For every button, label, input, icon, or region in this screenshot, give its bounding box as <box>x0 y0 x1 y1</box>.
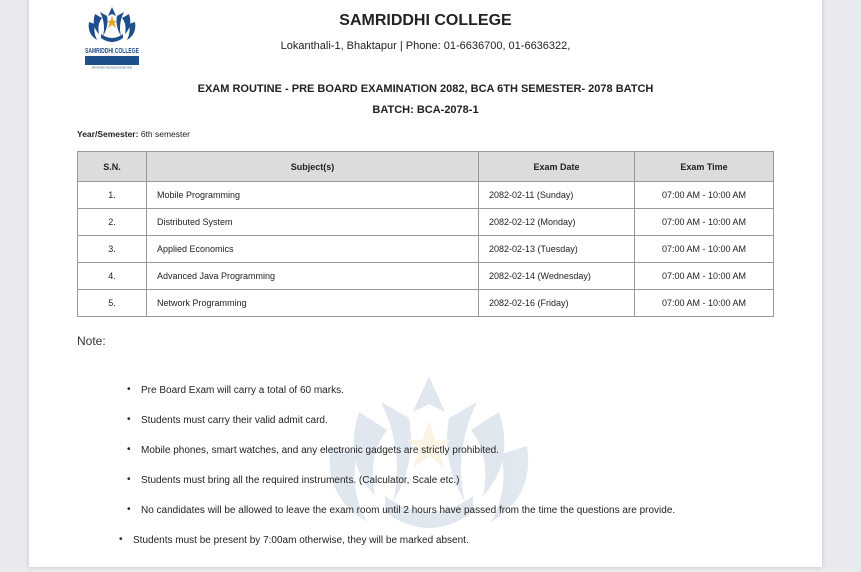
note-item: • Students must carry their valid admit card. <box>127 415 675 445</box>
cell-subject: Mobile Programming <box>147 182 479 209</box>
cell-sn: 1. <box>78 182 147 209</box>
cell-time: 07:00 AM - 10:00 AM <box>635 209 774 236</box>
note-item: • Students must be present by 7:00am otherwise, they will be marked absent. <box>119 535 675 565</box>
note-label: Note: <box>77 334 106 348</box>
cell-date: 2082-02-12 (Monday) <box>479 209 635 236</box>
column-header-time: Exam Time <box>635 152 774 182</box>
notes-list <box>127 385 675 565</box>
cell-subject: Network Programming <box>147 290 479 317</box>
exam-title: EXAM ROUTINE - PRE BOARD EXAMINATION 2082, BCA 6TH SEMESTER- 2078 BATCH <box>197 83 654 95</box>
column-header-date: Exam Date <box>479 152 635 182</box>
exam-routine-table <box>77 151 774 317</box>
college-address: Lokanthali-1, Bhaktapur | Phone: 01-6636700, 01-6636322, <box>280 40 571 52</box>
note-item: • Mobile phones, smart watches, and any electronic gadgets are strictly prohibited. <box>127 445 675 475</box>
note-item: • No candidates will be allowed to leave the exam room until 2 hours have passed from the time the questions are provide. <box>127 505 675 535</box>
cell-subject: Advanced Java Programming <box>147 263 479 290</box>
table-row <box>78 236 774 263</box>
logo-tagline: ARCHIVING KNOWLEDGE BEYOND <box>91 66 133 70</box>
logo-text: SAMRIDDHI COLLEGE <box>85 46 140 55</box>
year-semester-label: Year/Semester: <box>77 129 139 139</box>
cell-subject: Distributed System <box>147 209 479 236</box>
cell-time: 07:00 AM - 10:00 AM <box>635 182 774 209</box>
cell-sn: 4. <box>78 263 147 290</box>
note-item: • Pre Board Exam will carry a total of 60 marks. <box>127 385 675 415</box>
cell-sn: 2. <box>78 209 147 236</box>
table-row <box>78 263 774 290</box>
cell-time: 07:00 AM - 10:00 AM <box>635 236 774 263</box>
cell-subject: Applied Economics <box>147 236 479 263</box>
table-row <box>78 290 774 317</box>
table-header-row <box>78 152 774 182</box>
table-row <box>78 209 774 236</box>
document-page <box>29 0 822 567</box>
cell-sn: 3. <box>78 236 147 263</box>
batch-title: BATCH: BCA-2078-1 <box>372 104 479 116</box>
table-row <box>78 182 774 209</box>
cell-time: 07:00 AM - 10:00 AM <box>635 290 774 317</box>
cell-date: 2082-02-13 (Tuesday) <box>479 236 635 263</box>
column-header-sn: S.N. <box>78 152 147 182</box>
cell-sn: 5. <box>78 290 147 317</box>
cell-date: 2082-02-11 (Sunday) <box>479 182 635 209</box>
column-header-subject: Subject(s) <box>147 152 479 182</box>
year-semester-line <box>77 129 190 139</box>
cell-time: 07:00 AM - 10:00 AM <box>635 263 774 290</box>
year-semester-value: 6th semester <box>140 129 190 139</box>
college-name: SAMRIDDHI COLLEGE <box>339 12 512 29</box>
note-item: • Students must bring all the required instruments. (Calculator, Scale etc.) <box>127 475 675 505</box>
cell-date: 2082-02-16 (Friday) <box>479 290 635 317</box>
cell-date: 2082-02-14 (Wednesday) <box>479 263 635 290</box>
